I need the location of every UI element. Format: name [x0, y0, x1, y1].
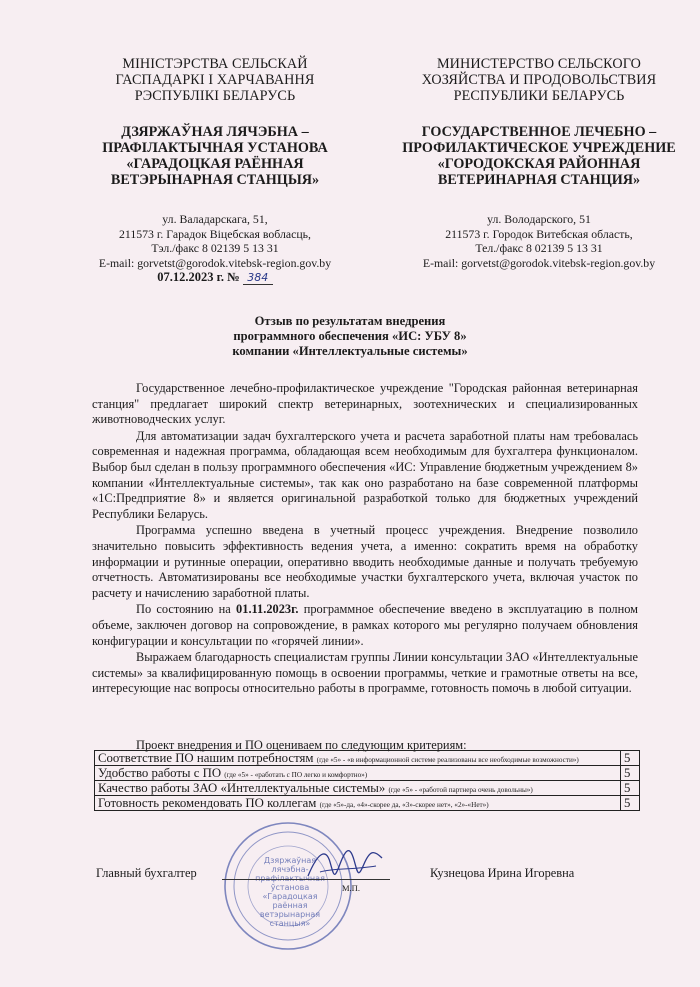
- paragraph: Государственное лечебно-профилактическое учреждение "Городская районная ветеринарная станция" предлагает широкий спектр ветеринарных, зоотехнических и специализированных животноводческих услуг.: [92, 381, 638, 427]
- table-row: [95, 766, 640, 781]
- criterion-score: 5: [621, 781, 640, 796]
- stamp-line: лячэбна-: [271, 865, 309, 874]
- date-and-number: [80, 270, 350, 285]
- org-line: ВЕТЕРИНАРНАЯ СТАНЦИЯ»: [437, 172, 641, 188]
- criterion-note: (где «5» - «работой партнера очень довольны»): [388, 786, 533, 794]
- stamp-line: раённая: [272, 901, 308, 910]
- seal-place-label: М.П.: [342, 883, 360, 893]
- criteria-intro: Проект внедрения и ПО оцениваем по следующим критериям:: [136, 738, 467, 752]
- ministry-line: РЕСПУБЛИКИ БЕЛАРУСЬ: [453, 88, 625, 104]
- address-line: 211573 г. Гарадок Віцебская вобласць,: [119, 226, 311, 241]
- commission-date: 01.11.2023г.: [236, 602, 299, 617]
- document-title: [100, 314, 600, 359]
- org-name-by: [80, 124, 350, 188]
- org-line: «ГОРОДОКСКАЯ РАЙОННАЯ: [437, 156, 641, 172]
- org-line: ПРОФИЛАКТИЧЕСКОЕ УЧРЕЖДЕНИЕ: [402, 140, 676, 156]
- ministry-line: РЭСПУБЛІКІ БЕЛАРУСЬ: [134, 88, 296, 104]
- criterion-cell: [95, 796, 621, 811]
- criterion-cell: [95, 751, 621, 766]
- org-line: ПРАФІЛАКТЫЧНАЯ УСТАНОВА: [102, 140, 328, 156]
- signer-position: Главный бухгалтер: [96, 866, 197, 880]
- handwritten-signature-icon: [300, 842, 390, 887]
- criteria-table: [94, 750, 640, 811]
- ministry-name-ru: [398, 56, 680, 104]
- criterion-score: 5: [621, 766, 640, 781]
- org-line: ВЕТЭРЫНАРНАЯ СТАНЦЫЯ»: [110, 172, 320, 188]
- address-by: [80, 212, 350, 270]
- criterion-note: (где «5» - «в информационной системе реализованы все необходимые возможности»): [316, 756, 579, 764]
- ministry-line: ГАСПАДАРКІ І ХАРЧАВАННЯ: [115, 72, 315, 88]
- criterion-cell: [95, 766, 621, 781]
- address-line: 211573 г. Городок Витебская область,: [445, 226, 633, 241]
- stamp-line: ветэрынарная: [259, 910, 321, 919]
- paragraph: Выражаем благодарность специалистам группы Линии консультации ЗАО «Интеллектуальные системы» за квалифицированную помощь в освоении программы, четкие и грамотные ответы на все, интересующие нас вопросы относительно работы в программе, готовность помочь в любой ситуации.: [92, 650, 638, 696]
- org-line: «ГАРАДОЦКАЯ РАЁННАЯ: [126, 156, 304, 172]
- email-line: E-mail: gorvetst@gorodok.vitebsk-region.gov.by: [422, 255, 656, 270]
- stamp-line: Дзяржаўная: [263, 856, 317, 865]
- criterion-note: (где «5»-да, «4»-скорее да, «3»-скорее нет», «2»-«Нет»): [319, 801, 489, 809]
- stamp-line: ўстанова: [270, 883, 310, 892]
- criterion-cell: [95, 781, 621, 796]
- title-line: компании «Интеллектуальные системы»: [232, 344, 468, 358]
- ministry-line: ХОЗЯЙСТВА И ПРОДОВОЛЬСТВИЯ: [421, 72, 657, 88]
- stamp-line: станцыя»: [269, 919, 311, 928]
- address-line: Тэл./факс 8 02139 5 13 31: [151, 241, 279, 256]
- org-line: ГОСУДАРСТВЕННОЕ ЛЕЧЕБНО –: [421, 124, 657, 140]
- text-span: программное обеспечение введено в эксплуатацию в полном объеме, заключен договор на сопровождение, в рамках которого мы регулярно получаем обновления конфигурации и консультации по «горячей линии».: [92, 602, 639, 648]
- criterion-label: Соответствие ПО нашим потребностям: [98, 751, 314, 765]
- letter-date: 07.12.2023 г. №: [157, 270, 240, 285]
- table-row: [95, 781, 640, 796]
- address-line: Тел./факс 8 02139 5 13 31: [475, 241, 603, 256]
- ministry-name-by: [80, 56, 350, 104]
- email-line: E-mail: gorvetst@gorodok.vitebsk-region.gov.by: [98, 255, 332, 270]
- criterion-label: Качество работы ЗАО «Интеллектуальные системы»: [98, 781, 386, 795]
- document-body: [92, 381, 638, 697]
- criterion-score: 5: [621, 796, 640, 811]
- text-span: По состоянию на: [136, 602, 237, 617]
- title-line: программного обеспечения «ИС: УБУ 8»: [233, 329, 467, 343]
- criterion-label: Готовность рекомендовать ПО коллегам: [98, 796, 317, 810]
- org-line: ДЗЯРЖАЎНАЯ ЛЯЧЭБНА –: [121, 124, 309, 140]
- stamp-line: «Гарадоцкая: [262, 892, 318, 901]
- criterion-score: 5: [621, 751, 640, 766]
- stamp-line: прафілактычная: [255, 874, 325, 883]
- signer-name: Кузнецова Ирина Игоревна: [430, 866, 575, 880]
- title-line: Отзыв по результатам внедрения: [254, 314, 446, 328]
- address-ru: [398, 212, 680, 270]
- paragraph: Программа успешно введена в учетный процесс учреждения. Внедрение позволило значительно повысить эффективность ведения учета, а именно: сократить время на обработку информации и рутинные операции, оперативно вводить необходимые данные и получать требуемую отчетность. Автоматизированы все необходимые участки бухгалтерского учета, включая участок по расчету и начислению заработной платы.: [92, 523, 638, 600]
- paragraph: [92, 602, 638, 649]
- criterion-label: Удобство работы с ПО: [98, 766, 222, 780]
- table-row: [95, 796, 640, 811]
- address-line: ул. Володарского, 51: [487, 212, 591, 226]
- paragraph: Для автоматизации задач бухгалтерского учета и расчета заработной платы нам требовалась современная и надежная программа, обладающая всем необходимым для бухгалтера функционалом. Выбор был сделан в пользу программного обеспечения «ИС: Управление бюджетным учреждением 8» компании «Интеллектуальные системы», так как оно разработано на базе современной платформы «1С:Предприятие 8» и является оригинальной разработкой только для бюджетных учреждений Республики Беларусь.: [92, 428, 638, 521]
- ministry-line: МИНИСТЕРСТВО СЕЛЬСКОГО: [436, 56, 642, 72]
- header-right: [398, 56, 680, 270]
- org-name-ru: [398, 124, 680, 188]
- registration-number: 384: [243, 271, 273, 285]
- table-row: [95, 751, 640, 766]
- header-left: [80, 56, 350, 285]
- address-line: ул. Валадарскага, 51,: [162, 212, 268, 226]
- criterion-note: (где «5» - «работать с ПО легко и комфортно»): [224, 771, 368, 779]
- ministry-line: МІНІСТЭРСТВА СЕЛЬСКАЙ: [122, 56, 308, 72]
